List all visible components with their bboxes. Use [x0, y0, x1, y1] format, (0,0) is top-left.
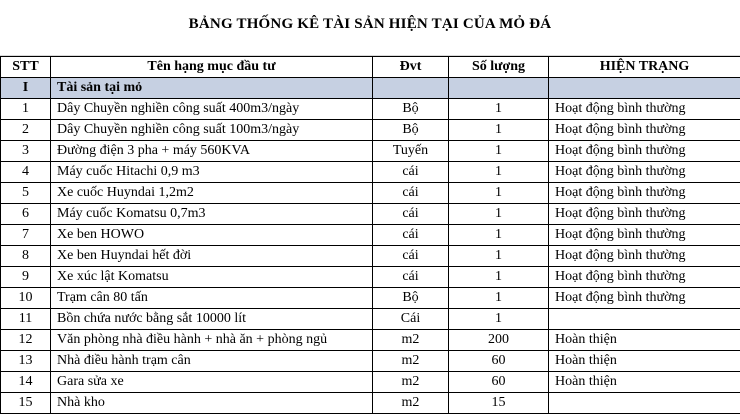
- cell-unit[interactable]: Tuyến: [373, 141, 449, 162]
- cell-stt[interactable]: 14: [1, 372, 51, 393]
- cell-name[interactable]: Xe cuốc Huyndai 1,2m2: [51, 183, 373, 204]
- cell-stt[interactable]: 10: [1, 288, 51, 309]
- cell-stt[interactable]: 2: [1, 120, 51, 141]
- header-stt[interactable]: STT: [1, 57, 51, 78]
- header-qty[interactable]: Số lượng: [449, 57, 549, 78]
- cell-name[interactable]: Dây Chuyền nghiền công suất 400m3/ngày: [51, 99, 373, 120]
- cell-qty[interactable]: 1: [449, 99, 549, 120]
- cell-qty[interactable]: 15: [449, 393, 549, 414]
- cell-name[interactable]: Máy cuốc Komatsu 0,7m3: [51, 204, 373, 225]
- cell-status[interactable]: Hoàn thiện: [549, 351, 740, 372]
- cell-name[interactable]: Đường điện 3 pha + máy 560KVA: [51, 141, 373, 162]
- cell-name[interactable]: Dây Chuyền nghiền công suất 100m3/ngày: [51, 120, 373, 141]
- cell-qty[interactable]: 1: [449, 288, 549, 309]
- table-row: [1, 120, 740, 141]
- cell-unit[interactable]: cái: [373, 204, 449, 225]
- table-row: [1, 183, 740, 204]
- cell-qty[interactable]: 1: [449, 225, 549, 246]
- group-row: [1, 78, 740, 99]
- cell-qty[interactable]: 1: [449, 309, 549, 330]
- cell-stt[interactable]: 12: [1, 330, 51, 351]
- cell-stt[interactable]: 6: [1, 204, 51, 225]
- cell-status[interactable]: Hoàn thiện: [549, 330, 740, 351]
- cell-status[interactable]: Hoạt động bình thường: [549, 162, 740, 183]
- cell-qty[interactable]: 1: [449, 246, 549, 267]
- table-row: [1, 393, 740, 414]
- group-qty[interactable]: [449, 78, 549, 99]
- cell-stt[interactable]: 8: [1, 246, 51, 267]
- cell-stt[interactable]: 4: [1, 162, 51, 183]
- cell-name[interactable]: Gara sửa xe: [51, 372, 373, 393]
- cell-status[interactable]: Hoạt động bình thường: [549, 141, 740, 162]
- cell-name[interactable]: Nhà kho: [51, 393, 373, 414]
- cell-status[interactable]: Hoạt động bình thường: [549, 120, 740, 141]
- table-row: [1, 351, 740, 372]
- cell-unit[interactable]: Bộ: [373, 120, 449, 141]
- cell-stt[interactable]: 7: [1, 225, 51, 246]
- cell-stt[interactable]: 9: [1, 267, 51, 288]
- cell-stt[interactable]: 1: [1, 99, 51, 120]
- table-title: BẢNG THỐNG KÊ TÀI SẢN HIỆN TẠI CỦA MỎ ĐÁ: [188, 16, 552, 32]
- cell-name[interactable]: Xe ben Huyndai hết đời: [51, 246, 373, 267]
- cell-status[interactable]: Hoạt động bình thường: [549, 99, 740, 120]
- cell-qty[interactable]: 60: [449, 372, 549, 393]
- cell-unit[interactable]: cái: [373, 225, 449, 246]
- cell-qty[interactable]: 60: [449, 351, 549, 372]
- table-row: [1, 372, 740, 393]
- cell-unit[interactable]: Bộ: [373, 288, 449, 309]
- cell-name[interactable]: Xe xúc lật Komatsu: [51, 267, 373, 288]
- table-row: [1, 162, 740, 183]
- cell-qty[interactable]: 1: [449, 162, 549, 183]
- cell-status[interactable]: Hoạt động bình thường: [549, 267, 740, 288]
- cell-qty[interactable]: 1: [449, 267, 549, 288]
- cell-qty[interactable]: 1: [449, 120, 549, 141]
- table-row: [1, 288, 740, 309]
- cell-status[interactable]: Hoạt động bình thường: [549, 225, 740, 246]
- cell-qty[interactable]: 1: [449, 183, 549, 204]
- cell-unit[interactable]: m2: [373, 393, 449, 414]
- cell-stt[interactable]: 3: [1, 141, 51, 162]
- cell-name[interactable]: Máy cuốc Hitachi 0,9 m3: [51, 162, 373, 183]
- cell-unit[interactable]: Bộ: [373, 99, 449, 120]
- cell-name[interactable]: Xe ben HOWO: [51, 225, 373, 246]
- group-stt[interactable]: I: [1, 78, 51, 99]
- cell-status[interactable]: Hoạt động bình thường: [549, 288, 740, 309]
- cell-status[interactable]: Hoàn thiện: [549, 372, 740, 393]
- cell-status[interactable]: Hoạt động bình thường: [549, 246, 740, 267]
- group-unit[interactable]: [373, 78, 449, 99]
- table-row: [1, 267, 740, 288]
- cell-stt[interactable]: 15: [1, 393, 51, 414]
- table-row: [1, 225, 740, 246]
- group-status[interactable]: [549, 78, 740, 99]
- cell-name[interactable]: Bồn chứa nước bằng sắt 10000 lít: [51, 309, 373, 330]
- header-row: [1, 57, 740, 78]
- cell-unit[interactable]: cái: [373, 162, 449, 183]
- cell-unit[interactable]: m2: [373, 351, 449, 372]
- table-row: [1, 330, 740, 351]
- group-name[interactable]: Tài sản tại mỏ: [51, 78, 373, 99]
- cell-qty[interactable]: 200: [449, 330, 549, 351]
- cell-unit[interactable]: m2: [373, 372, 449, 393]
- table-row: [1, 309, 740, 330]
- cell-unit[interactable]: Cái: [373, 309, 449, 330]
- cell-stt[interactable]: 5: [1, 183, 51, 204]
- cell-unit[interactable]: cái: [373, 183, 449, 204]
- cell-qty[interactable]: 1: [449, 204, 549, 225]
- cell-name[interactable]: Văn phòng nhà điều hành + nhà ăn + phòng ngủ: [51, 330, 373, 351]
- cell-unit[interactable]: cái: [373, 267, 449, 288]
- cell-stt[interactable]: 13: [1, 351, 51, 372]
- cell-status[interactable]: [549, 309, 740, 330]
- sheet-gridline: [0, 33, 740, 56]
- cell-qty[interactable]: 1: [449, 141, 549, 162]
- cell-stt[interactable]: 11: [1, 309, 51, 330]
- cell-status[interactable]: Hoạt động bình thường: [549, 183, 740, 204]
- table-row: [1, 141, 740, 162]
- cell-name[interactable]: Nhà điều hành trạm cân: [51, 351, 373, 372]
- table-row: [1, 246, 740, 267]
- cell-unit[interactable]: m2: [373, 330, 449, 351]
- cell-status[interactable]: Hoạt động bình thường: [549, 204, 740, 225]
- header-status[interactable]: HIỆN TRẠNG: [549, 57, 740, 78]
- header-unit[interactable]: Đvt: [373, 57, 449, 78]
- table-row: [1, 204, 740, 225]
- cell-unit[interactable]: cái: [373, 246, 449, 267]
- cell-status[interactable]: [549, 393, 740, 414]
- asset-table: [0, 56, 740, 414]
- header-name[interactable]: Tên hạng mục đầu tư: [51, 57, 373, 78]
- cell-name[interactable]: Trạm cân 80 tấn: [51, 288, 373, 309]
- table-row: [1, 99, 740, 120]
